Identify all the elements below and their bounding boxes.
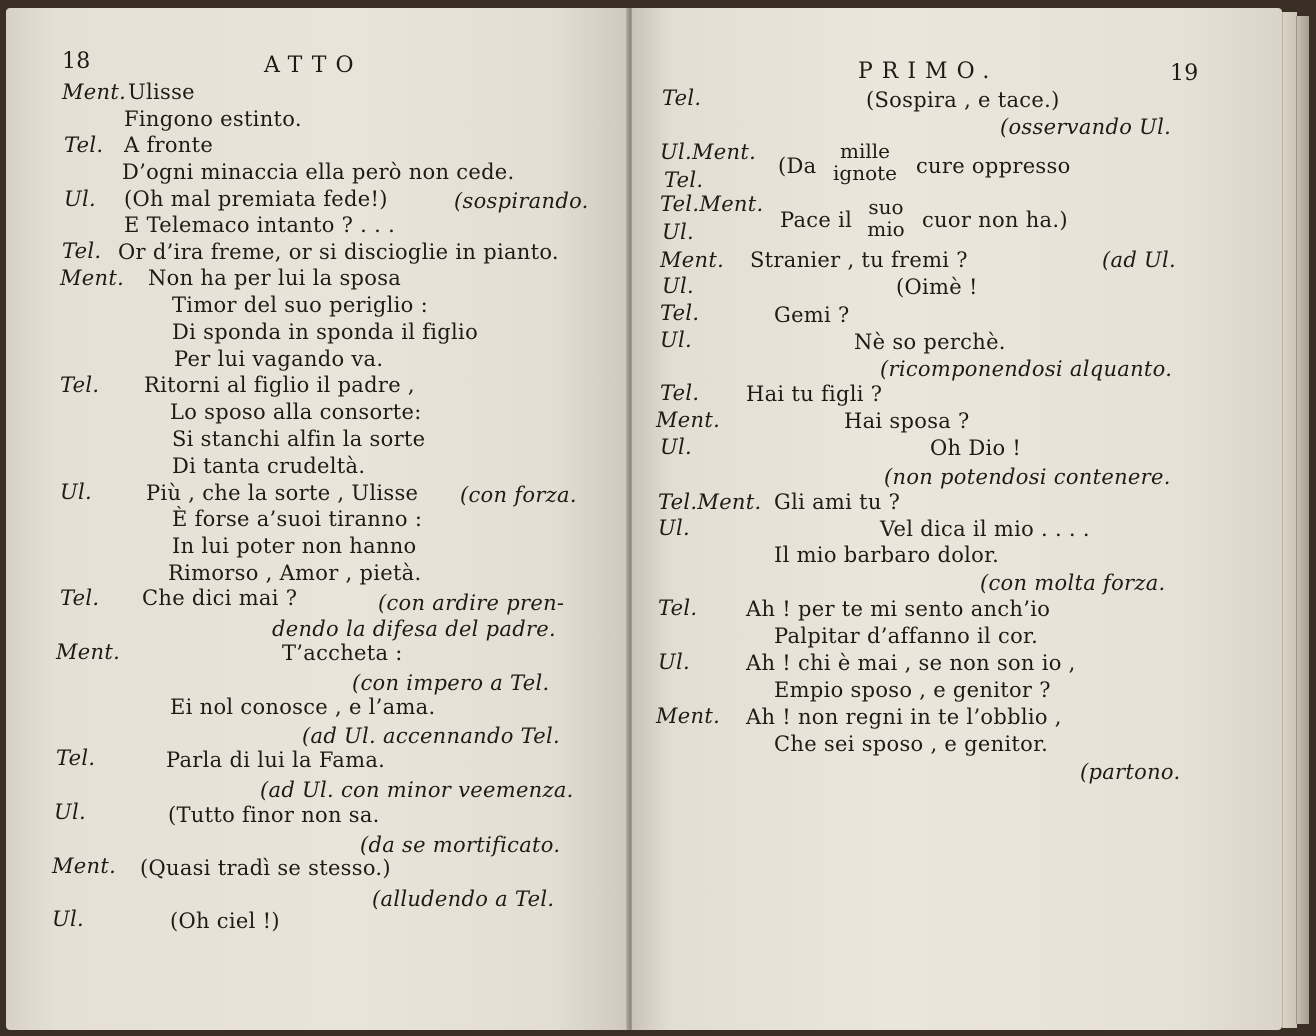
page-number: 19 xyxy=(1170,61,1199,86)
verse-line: Ritorni al figlio il padre , xyxy=(144,373,415,397)
page-edge xyxy=(1296,16,1309,1024)
speaker: Ul. xyxy=(52,907,84,931)
verse-line: Timor del suo periglio : xyxy=(172,293,428,317)
verse-line: (Da xyxy=(778,154,817,178)
speaker: Tel. xyxy=(64,133,104,157)
speaker: Tel. xyxy=(56,746,96,770)
verse-line: Parla di lui la Fama. xyxy=(166,748,386,772)
speaker: Tel. xyxy=(62,239,102,263)
stage-direction: (ad Ul. con minor veemenza. xyxy=(260,778,574,802)
verse-line: Si stanchi alfin la sorte xyxy=(172,427,426,451)
verse-line: Hai sposa ? xyxy=(844,409,970,433)
speaker: Ul. xyxy=(60,480,92,504)
stage-direction: (ad Ul. xyxy=(1102,248,1177,272)
verse-line: (Sospira , e tace.) xyxy=(866,88,1060,112)
stage-direction: (osservando Ul. xyxy=(1000,115,1172,139)
stage-direction: (sospirando. xyxy=(454,189,589,213)
verse-line: Gli ami tu ? xyxy=(774,490,901,514)
verse-line: Ah ! non regni in te l’obblio , xyxy=(746,705,1062,729)
verse-line: Di sponda in sponda il figlio xyxy=(172,320,479,344)
left-page xyxy=(6,8,628,1030)
verse-line: (Tutto finor non sa. xyxy=(168,803,380,827)
verse-line: T’accheta : xyxy=(282,641,403,665)
speaker: Ment. xyxy=(60,266,125,290)
alternative-word: mio xyxy=(867,217,905,241)
stage-direction: (con impero a Tel. xyxy=(352,671,550,695)
speaker: Ul. xyxy=(64,187,96,211)
speaker: Ment. xyxy=(656,704,721,728)
verse-line: Fingono estinto. xyxy=(124,107,302,131)
verse-line: (Oimè ! xyxy=(896,275,978,299)
stage-direction: (non potendosi contenere. xyxy=(884,465,1171,489)
verse-line: Gemi ? xyxy=(774,303,850,327)
stage-direction: (ad Ul. accennando Tel. xyxy=(302,724,561,748)
alternative-word: mille xyxy=(840,139,890,163)
running-header: ATTO xyxy=(264,53,363,78)
verse-line: E Telemaco intanto ? . . . xyxy=(124,213,396,237)
speaker: Ul. xyxy=(54,800,86,824)
verse-line: Ah ! per te mi sento anch’io xyxy=(746,597,1051,621)
speaker: Ul. xyxy=(660,328,692,352)
speaker: Ul.Ment. xyxy=(660,140,757,164)
right-page xyxy=(632,8,1282,1030)
page-number: 18 xyxy=(62,49,91,74)
alternative-word-stack xyxy=(864,196,908,240)
verse-line: Pace il xyxy=(780,208,853,232)
speaker: Tel. xyxy=(60,373,100,397)
verse-line: cure oppresso xyxy=(916,154,1071,178)
verse-line: Che sei sposo , e genitor. xyxy=(774,732,1049,756)
verse-line: Nè so perchè. xyxy=(854,330,1006,354)
verse-line: Empio sposo , e genitor ? xyxy=(774,678,1051,702)
verse-line: Hai tu figli ? xyxy=(746,382,883,406)
verse-line: (Quasi tradì se stesso.) xyxy=(140,856,391,880)
verse-line: A fronte xyxy=(124,133,214,157)
verse-line: Per lui vagando va. xyxy=(174,347,384,371)
stage-direction: (con forza. xyxy=(460,483,577,507)
verse-line: Stranier , tu fremi ? xyxy=(750,248,968,272)
speaker: Tel. xyxy=(664,168,704,192)
verse-line: Vel dica il mio . . . . xyxy=(880,517,1090,541)
verse-line: Ah ! chi è mai , se non son io , xyxy=(746,651,1076,675)
speaker: Ment. xyxy=(56,640,121,664)
verse-line: Lo sposo alla consorte: xyxy=(170,400,422,424)
speaker: Tel. xyxy=(660,301,700,325)
verse-line: Palpitar d’affanno il cor. xyxy=(774,624,1039,648)
verse-line: Ulisse xyxy=(128,80,195,104)
stage-direction: (con ardire pren- xyxy=(378,591,565,615)
speaker: Tel. xyxy=(662,86,702,110)
stage-direction: (partono. xyxy=(1080,760,1181,784)
speaker: Tel. xyxy=(658,596,698,620)
verse-line: È forse a’suoi tiranno : xyxy=(172,507,423,531)
verse-line: D’ogni minaccia ella però non cede. xyxy=(122,160,515,184)
verse-line: In lui poter non hanno xyxy=(172,534,417,558)
speaker: Ment. xyxy=(52,854,117,878)
stage-direction: dendo la difesa del padre. xyxy=(272,617,557,641)
verse-line: Di tanta crudeltà. xyxy=(172,454,366,478)
alternative-word: suo xyxy=(868,195,904,219)
speaker: Ul. xyxy=(660,435,692,459)
speaker: Tel. xyxy=(660,381,700,405)
verse-line: (Oh ciel !) xyxy=(170,909,280,933)
stage-direction: (con molta forza. xyxy=(980,571,1166,595)
speaker: Ment. xyxy=(660,248,725,272)
verse-line: Più , che la sorte , Ulisse xyxy=(146,481,419,505)
verse-line: Or d’ira freme, or si discioglie in pianto. xyxy=(118,240,559,264)
page-edge xyxy=(1282,12,1297,1028)
speaker: Ment. xyxy=(656,408,721,432)
verse-line: Oh Dio ! xyxy=(930,436,1022,460)
verse-line: Il mio barbaro dolor. xyxy=(774,543,1000,567)
verse-line: cuor non ha.) xyxy=(922,208,1068,232)
verse-line: (Oh mal premiata fede!) xyxy=(124,187,388,211)
speaker: Ment. xyxy=(62,80,127,104)
alternative-word-stack xyxy=(828,140,902,184)
speaker: Ul. xyxy=(658,516,690,540)
verse-line: Rimorso , Amor , pietà. xyxy=(168,561,422,585)
verse-line: Non ha per lui la sposa xyxy=(148,266,402,290)
speaker: Ul. xyxy=(662,220,694,244)
stage-direction: (da se mortificato. xyxy=(360,833,561,857)
stage-direction: (ricomponendosi alquanto. xyxy=(880,357,1173,381)
speaker: Tel.Ment. xyxy=(658,490,762,514)
verse-line: Ei nol conosce , e l’ama. xyxy=(170,695,436,719)
speaker: Ul. xyxy=(658,650,690,674)
verse-line: Che dici mai ? xyxy=(142,586,298,610)
speaker: Tel.Ment. xyxy=(660,192,764,216)
speaker: Tel. xyxy=(60,586,100,610)
stage-direction: (alludendo a Tel. xyxy=(372,887,555,911)
speaker: Ul. xyxy=(662,274,694,298)
alternative-word: ignote xyxy=(833,161,897,185)
running-header: PRIMO. xyxy=(858,59,999,84)
